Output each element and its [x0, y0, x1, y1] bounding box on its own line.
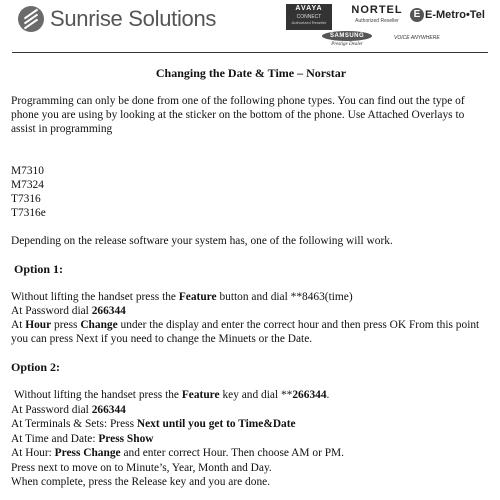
emetro-logo: E E-Metro•Tel — [410, 8, 485, 22]
intro-paragraph: Programming can only be done from one of the following phone types. You can find out the type of phone you are using by looking at the sticker on the bottom of the phone. Use Attached Overlays to assist in programming — [11, 95, 465, 135]
phone-model: M7310 — [11, 165, 44, 177]
samsung-logo: SAMSUNG Prestige Dealer — [322, 31, 372, 47]
company-logo — [18, 6, 216, 32]
document-body — [11, 66, 491, 490]
nortel-logo: NORTEL Authorized Reseller — [351, 4, 403, 24]
document-title: Changing the Date & Time – Norstar — [155, 66, 347, 80]
option-1-step: At Password dial 266344 — [11, 305, 126, 317]
option-2-steps — [11, 388, 491, 490]
phone-model: M7324 — [11, 179, 44, 191]
emetro-ball-icon: E — [410, 8, 424, 22]
option-2-step: At Time and Date: Press Show — [11, 432, 154, 445]
phone-globe-icon — [18, 6, 44, 32]
phone-list — [11, 164, 491, 220]
option-2-step: Without lifting the handset press the Feature key and dial **266344. — [14, 389, 330, 401]
letterhead — [0, 0, 500, 54]
phone-model: T7316 — [11, 193, 41, 205]
option-2-step: Press next to move on to Minute’s, Year, Month and Day. — [11, 461, 272, 474]
header-divider — [12, 52, 488, 53]
option-1-steps — [11, 290, 491, 346]
option-2-heading: Option 2: — [11, 360, 61, 374]
avaya-logo: AVAYA CONNECT Authorized Reseller — [286, 4, 332, 30]
option-1-step: Without lifting the handset press the Feature button and dial **8463(time) — [11, 291, 353, 303]
option-2-step: At Hour: Press Change and enter correct Hour. Then choose AM or PM. — [11, 447, 345, 459]
option-2-step: At Terminals & Sets: Press Next until you get to Time&Date — [11, 418, 296, 430]
option-1-step: At Hour press Change under the display and enter the correct hour and then press OK From this point you can press Next if you need to change the Minuets or the Date. — [11, 319, 480, 345]
company-name: Sunrise Solutions — [50, 6, 217, 31]
release-note: Depending on the release software your system has, one of the following will work. — [11, 235, 393, 247]
option-1-heading: Option 1: — [14, 262, 64, 276]
option-2-step: When complete, press the Release key and you are done. — [11, 476, 271, 488]
phone-model: T7316e — [11, 207, 46, 219]
voice-anywhere-logo: VOICE ANYWHERE — [394, 35, 440, 41]
option-2-step: At Password dial 266344 — [11, 403, 126, 416]
